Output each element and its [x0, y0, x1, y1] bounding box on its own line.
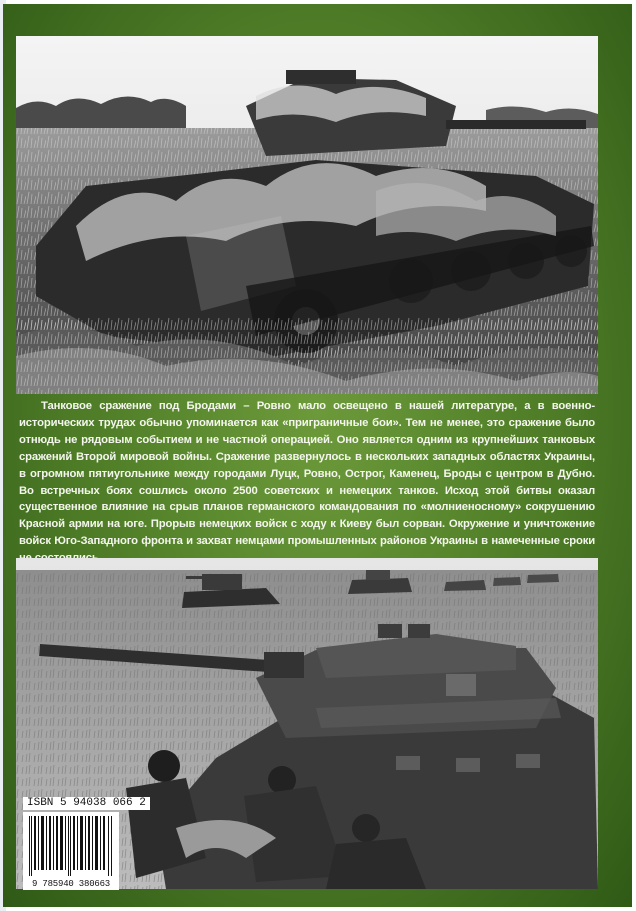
barcode-bars — [28, 816, 114, 876]
barcode — [23, 812, 119, 890]
barcode-digits: 9 785940 380663 — [31, 879, 110, 889]
top-photo — [16, 36, 598, 394]
isbn-label: ISBN 5 94038 066 2 — [23, 797, 150, 810]
camouflaged-tank-image — [16, 36, 598, 394]
back-cover — [3, 4, 632, 907]
cover-description: Танковое сражение под Бродами – Ровно мало освещено в нашей литературе, а в военно-исторических трудах обычно упоминается как «приграничные бои». Тем не менее, это сражение было отнюдь не рядовым событием и не частной операцией. Оно является одним из крупнейших танковых сражений Второй мировой войны. Сражение развернулось в нескольких западных областях Украины, в огромном пятиугольнике между городами Луцк, Ровно, Острог, Каменец, Броды с центром в Дубно. Во встречных боях сошлись около 2500 советских и немецких танков. Исход этой битвы оказал существенное влияние на срыв планов германского командования по «молниеносному» сокрушению Красной армии на юге. Прорыв немецких войск с ходу к Киеву был сорван. Окружение и уничтожение войск Юго-Западного фронта и захват немцами промышленных районов Украины в намеченные сроки — [19, 400, 595, 548]
